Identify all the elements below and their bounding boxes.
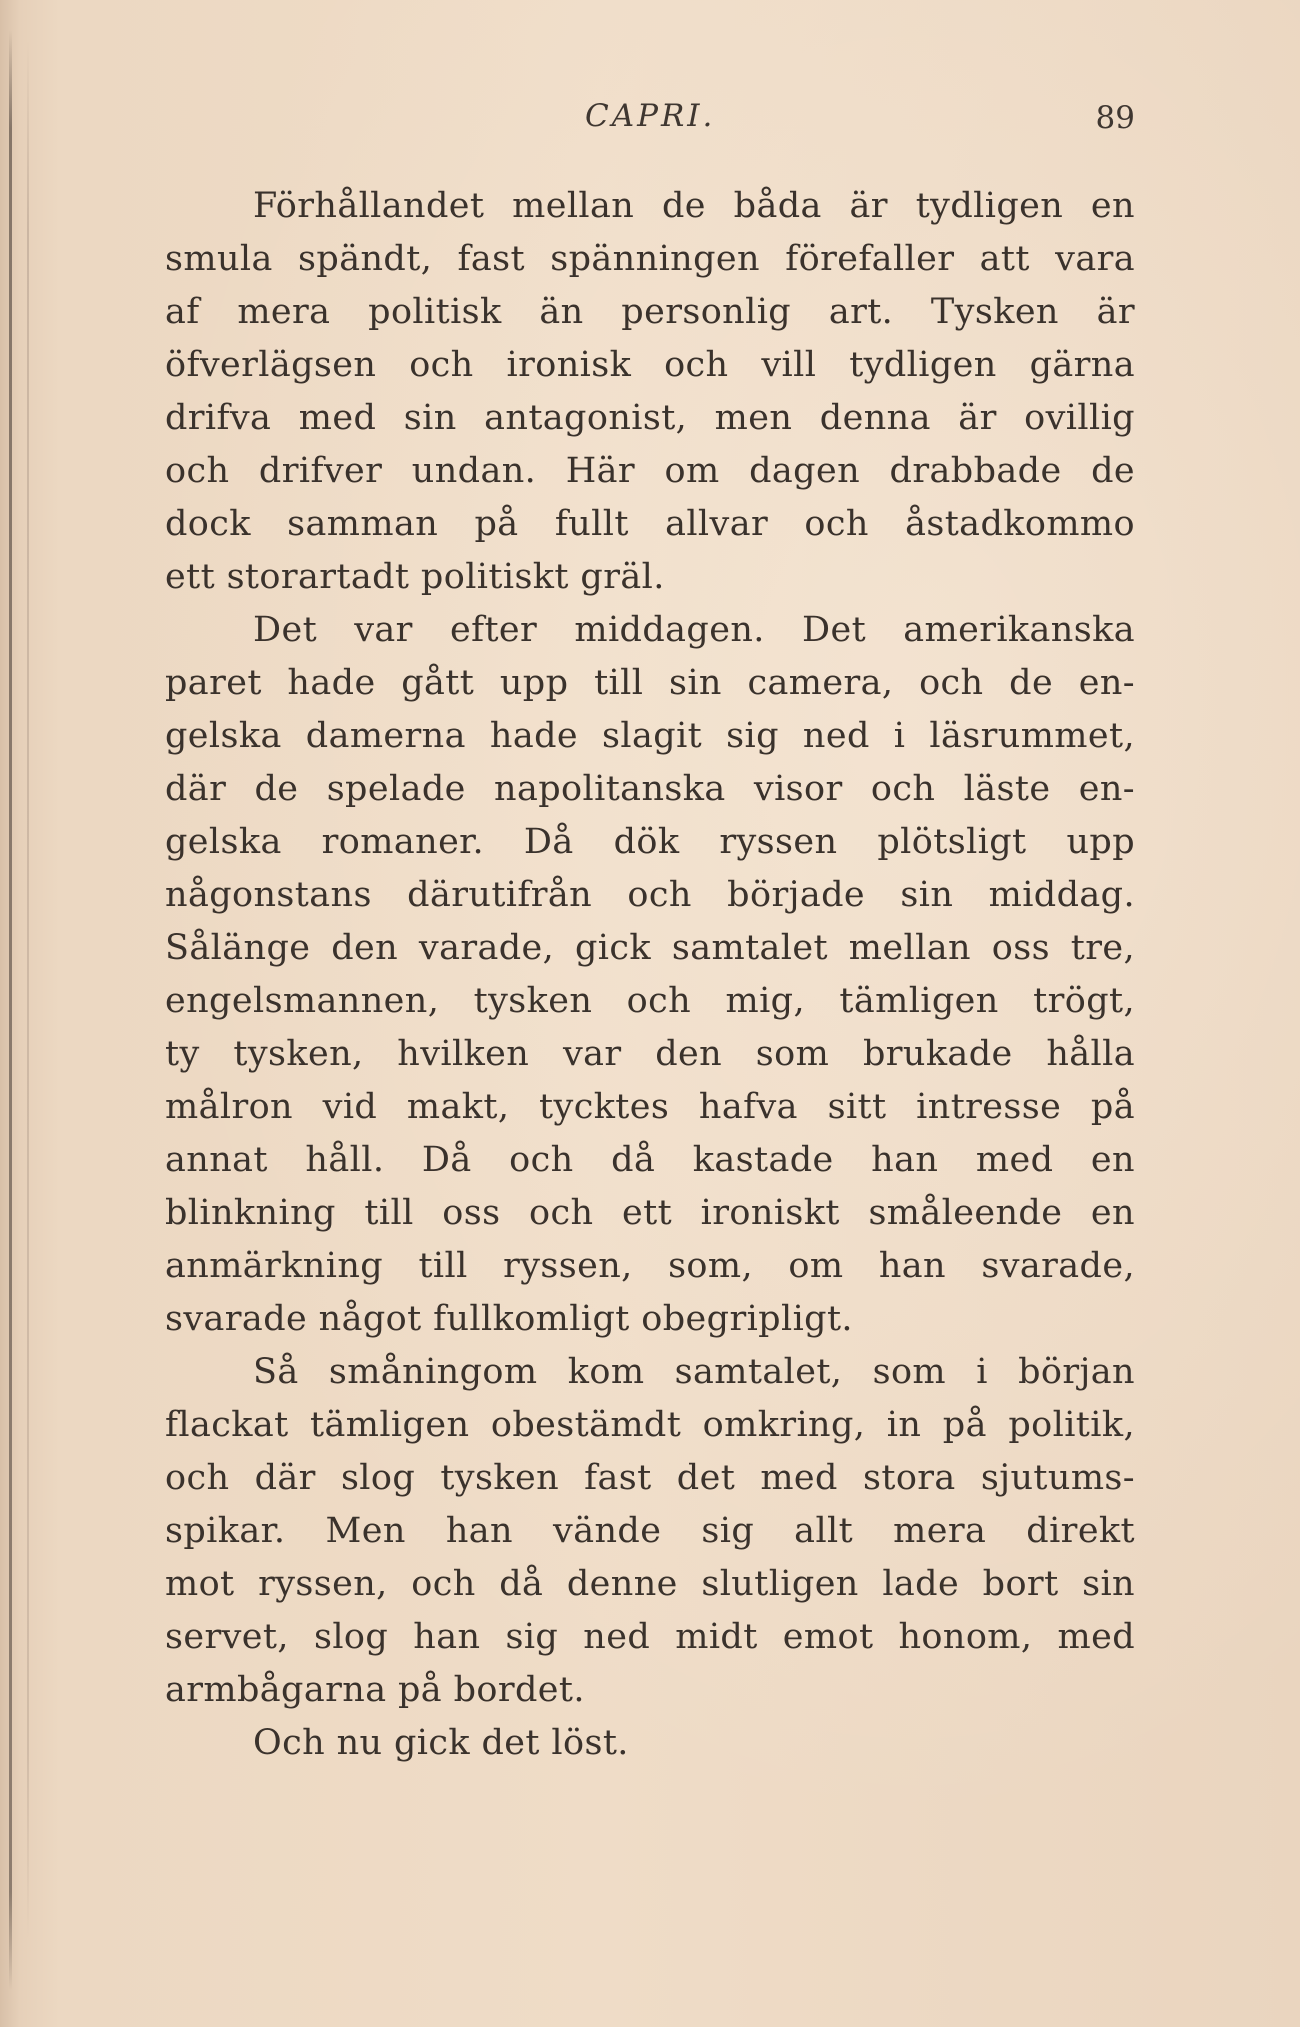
text-line: svarade något fullkomligt obegripligt. — [165, 1299, 853, 1339]
body-text — [165, 180, 1135, 1770]
text-line: Så småningom kom samtalet, som i början — [253, 1352, 1135, 1392]
text-line: och drifver undan. Här om dagen drabbade de — [165, 451, 1135, 491]
text-line: servet, slog han sig ned midt emot honom, med — [165, 1617, 1135, 1657]
page-gutter-shadow — [9, 30, 12, 1990]
text-line: armbågarna på bordet. — [165, 1670, 585, 1710]
page-gutter-crease — [27, 40, 29, 1940]
text-line: Det var efter middagen. Det amerikanska — [253, 610, 1135, 650]
text-line: gelska romaner. Då dök ryssen plötsligt upp — [165, 822, 1135, 862]
text-line: gelska damerna hade slagit sig ned i läsrummet, — [165, 716, 1135, 756]
text-line: paret hade gått upp till sin camera, och de en- — [165, 663, 1135, 703]
text-line: dock samman på fullt allvar och åstadkommo — [165, 504, 1135, 544]
text-line: öfverlägsen och ironisk och vill tydligen gärna — [165, 345, 1135, 385]
page-number: 89 — [1095, 100, 1135, 136]
text-line: Sålänge den varade, gick samtalet mellan oss tre, — [165, 928, 1135, 968]
text-line: och där slog tysken fast det med stora sjutums- — [165, 1458, 1135, 1498]
text-line: drifva med sin antagonist, men denna är ovillig — [165, 398, 1135, 438]
text-line: Förhållandet mellan de båda är tydligen en — [253, 186, 1135, 226]
text-line: smula spändt, fast spänningen förefaller att vara — [165, 239, 1135, 279]
running-head: CAPRI. — [585, 98, 716, 134]
text-line: målron vid makt, tycktes hafva sitt intresse på — [165, 1087, 1135, 1127]
text-line: flackat tämligen obestämdt omkring, in på politik, — [165, 1405, 1135, 1445]
text-line: ett storartadt politiskt gräl. — [165, 557, 665, 597]
text-line: där de spelade napolitanska visor och läste en- — [165, 769, 1135, 809]
page-header — [165, 98, 1135, 148]
text-line: annat håll. Då och då kastade han med en — [165, 1140, 1135, 1180]
text-line: anmärkning till ryssen, som, om han svarade, — [165, 1246, 1135, 1286]
text-line: spikar. Men han vände sig allt mera direkt — [165, 1511, 1135, 1551]
text-line: Och nu gick det löst. — [253, 1723, 629, 1763]
text-line: af mera politisk än personlig art. Tysken är — [165, 292, 1135, 332]
text-line: mot ryssen, och då denne slutligen lade bort sin — [165, 1564, 1135, 1604]
text-line: blinkning till oss och ett ironiskt småleende en — [165, 1193, 1135, 1233]
text-line: ty tysken, hvilken var den som brukade hålla — [165, 1034, 1135, 1074]
text-line: någonstans därutifrån och började sin middag. — [165, 875, 1135, 915]
text-line: engelsmannen, tysken och mig, tämligen trögt, — [165, 981, 1135, 1021]
